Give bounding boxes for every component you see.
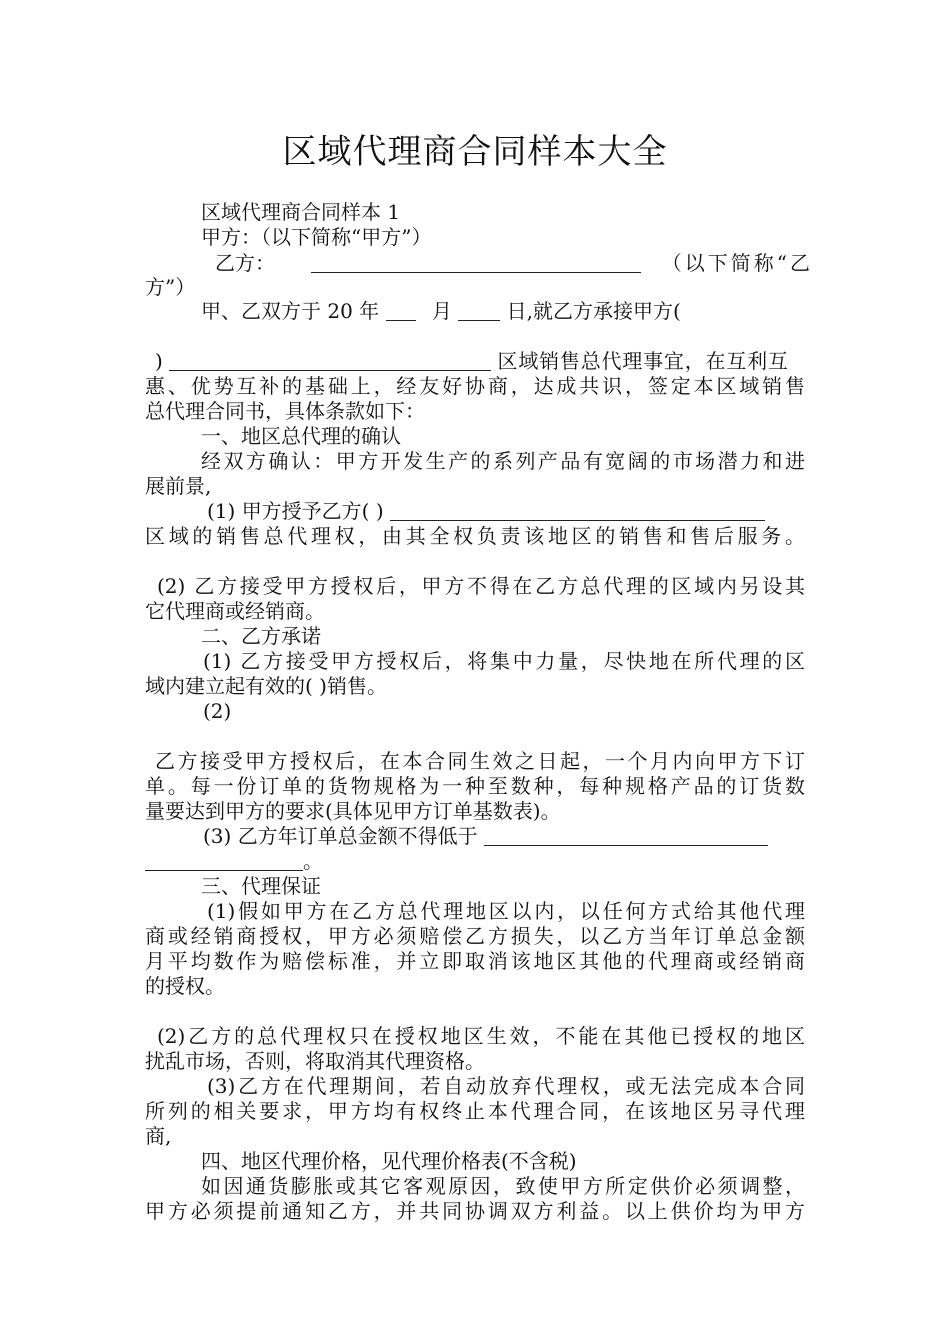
body-line: 惠、优势互补的基础上，经友好协商，达成共识，签定本区域销售	[145, 374, 805, 398]
body-line: 甲方必须提前通知乙方，并共同协调双方利益。以上供价均为甲方	[145, 1199, 805, 1223]
body-line: 所列的相关要求，甲方均有权终止本代理合同，在该地区另寻代理	[145, 1099, 805, 1123]
date-year-text: 甲、乙双方于 20 年	[201, 299, 380, 323]
clause-1-1-text: (1) 甲方授予乙方( )	[207, 499, 384, 523]
body-line: 单。每一份订单的货物规格为一种至数种，每种规格产品的订货数	[145, 774, 805, 798]
body-line: 它代理商或经销商。	[145, 599, 325, 623]
body-line: 月平均数作为赔偿标准，并立即取消该地区其他的代理商或经销商	[145, 949, 805, 973]
clause-2-3-text: (3) 乙方年订单总金额不得低于	[203, 824, 478, 848]
section-heading: 二、乙方承诺	[201, 624, 321, 648]
agreement-date-line	[145, 299, 805, 324]
clause-3-2: (2)乙方的总代理权只在授权地区生效，不能在其他已授权的地区	[157, 1024, 805, 1048]
region-line	[145, 349, 805, 374]
document-title: 区域代理商合同样本大全	[282, 132, 668, 172]
clause-2-1: (1) 乙方接受甲方授权后，将集中力量，尽快地在所代理的区	[203, 649, 805, 673]
clause-1-1	[145, 499, 805, 524]
day-blank	[458, 302, 500, 321]
body-line: 的授权。	[145, 974, 225, 998]
body-line: 商或经销商授权，甲方必须赔偿乙方损失，以乙方当年订单总金额	[145, 924, 805, 948]
party-b-line	[145, 251, 813, 276]
date-day-text: 日,就乙方承接甲方(	[506, 299, 681, 323]
clause-3-3: (3)乙方在代理期间，若自动放弃代理权，或无法完成本合同	[207, 1074, 805, 1098]
party-b-label: 乙方：	[215, 251, 275, 275]
party-b-blank	[311, 254, 641, 273]
amount-blank-continued	[145, 852, 303, 871]
amount-blank-end	[145, 849, 805, 874]
region-grant-blank	[390, 502, 765, 521]
section-heading: 三、代理保证	[201, 874, 321, 898]
body-line: 总代理合同书，具体条款如下：	[145, 399, 425, 423]
date-month-text: 月	[431, 299, 452, 323]
clause-1-2: (2) 乙方接受甲方授权后，甲方不得在乙方总代理的区域内另设其	[157, 574, 805, 598]
contract-subtitle: 区域代理商合同样本 1	[201, 200, 401, 224]
party-a-line: 甲方：（以下简称“甲方”）	[201, 225, 432, 249]
body-line: 域内建立起有效的( )销售。	[145, 674, 387, 698]
clause-2-3	[145, 824, 805, 849]
region-blank	[169, 352, 491, 371]
party-b-alias: （以下简称“乙	[661, 251, 813, 275]
region-text: 区域销售总代理事宜，在互利互	[497, 349, 789, 373]
clause-2-2-number: (2)	[203, 699, 232, 723]
body-line: 量要达到甲方的要求(具体见甲方订单基数表)。	[145, 799, 561, 823]
party-b-alias-end: 方”）	[145, 275, 196, 299]
amount-blank	[484, 827, 768, 846]
month-blank	[386, 302, 416, 321]
body-line: 如因通货膨胀或其它客观原因，致使甲方所定供价必须调整，	[201, 1174, 805, 1198]
body-line: 经双方确认：甲方开发生产的系列产品有宽阔的市场潜力和进	[201, 449, 805, 473]
body-line: 展前景,	[145, 474, 212, 498]
period: 。	[303, 849, 323, 873]
clause-2-2: 乙方接受甲方授权后，在本合同生效之日起，一个月内向甲方下订	[155, 749, 805, 773]
clause-3-1: (1)假如甲方在乙方总代理地区以内，以任何方式给其他代理	[207, 899, 805, 923]
section-heading: 四、地区代理价格，见代理价格表(不含税)	[201, 1149, 577, 1173]
body-line: 区域的销售总代理权，由其全权负责该地区的销售和售后服务。	[145, 524, 805, 548]
body-line: 商,	[145, 1124, 172, 1148]
body-line: 扰乱市场，否则，将取消其代理资格。	[145, 1049, 485, 1073]
section-heading: 一、地区总代理的确认	[201, 424, 401, 448]
region-paren: )	[155, 349, 163, 373]
